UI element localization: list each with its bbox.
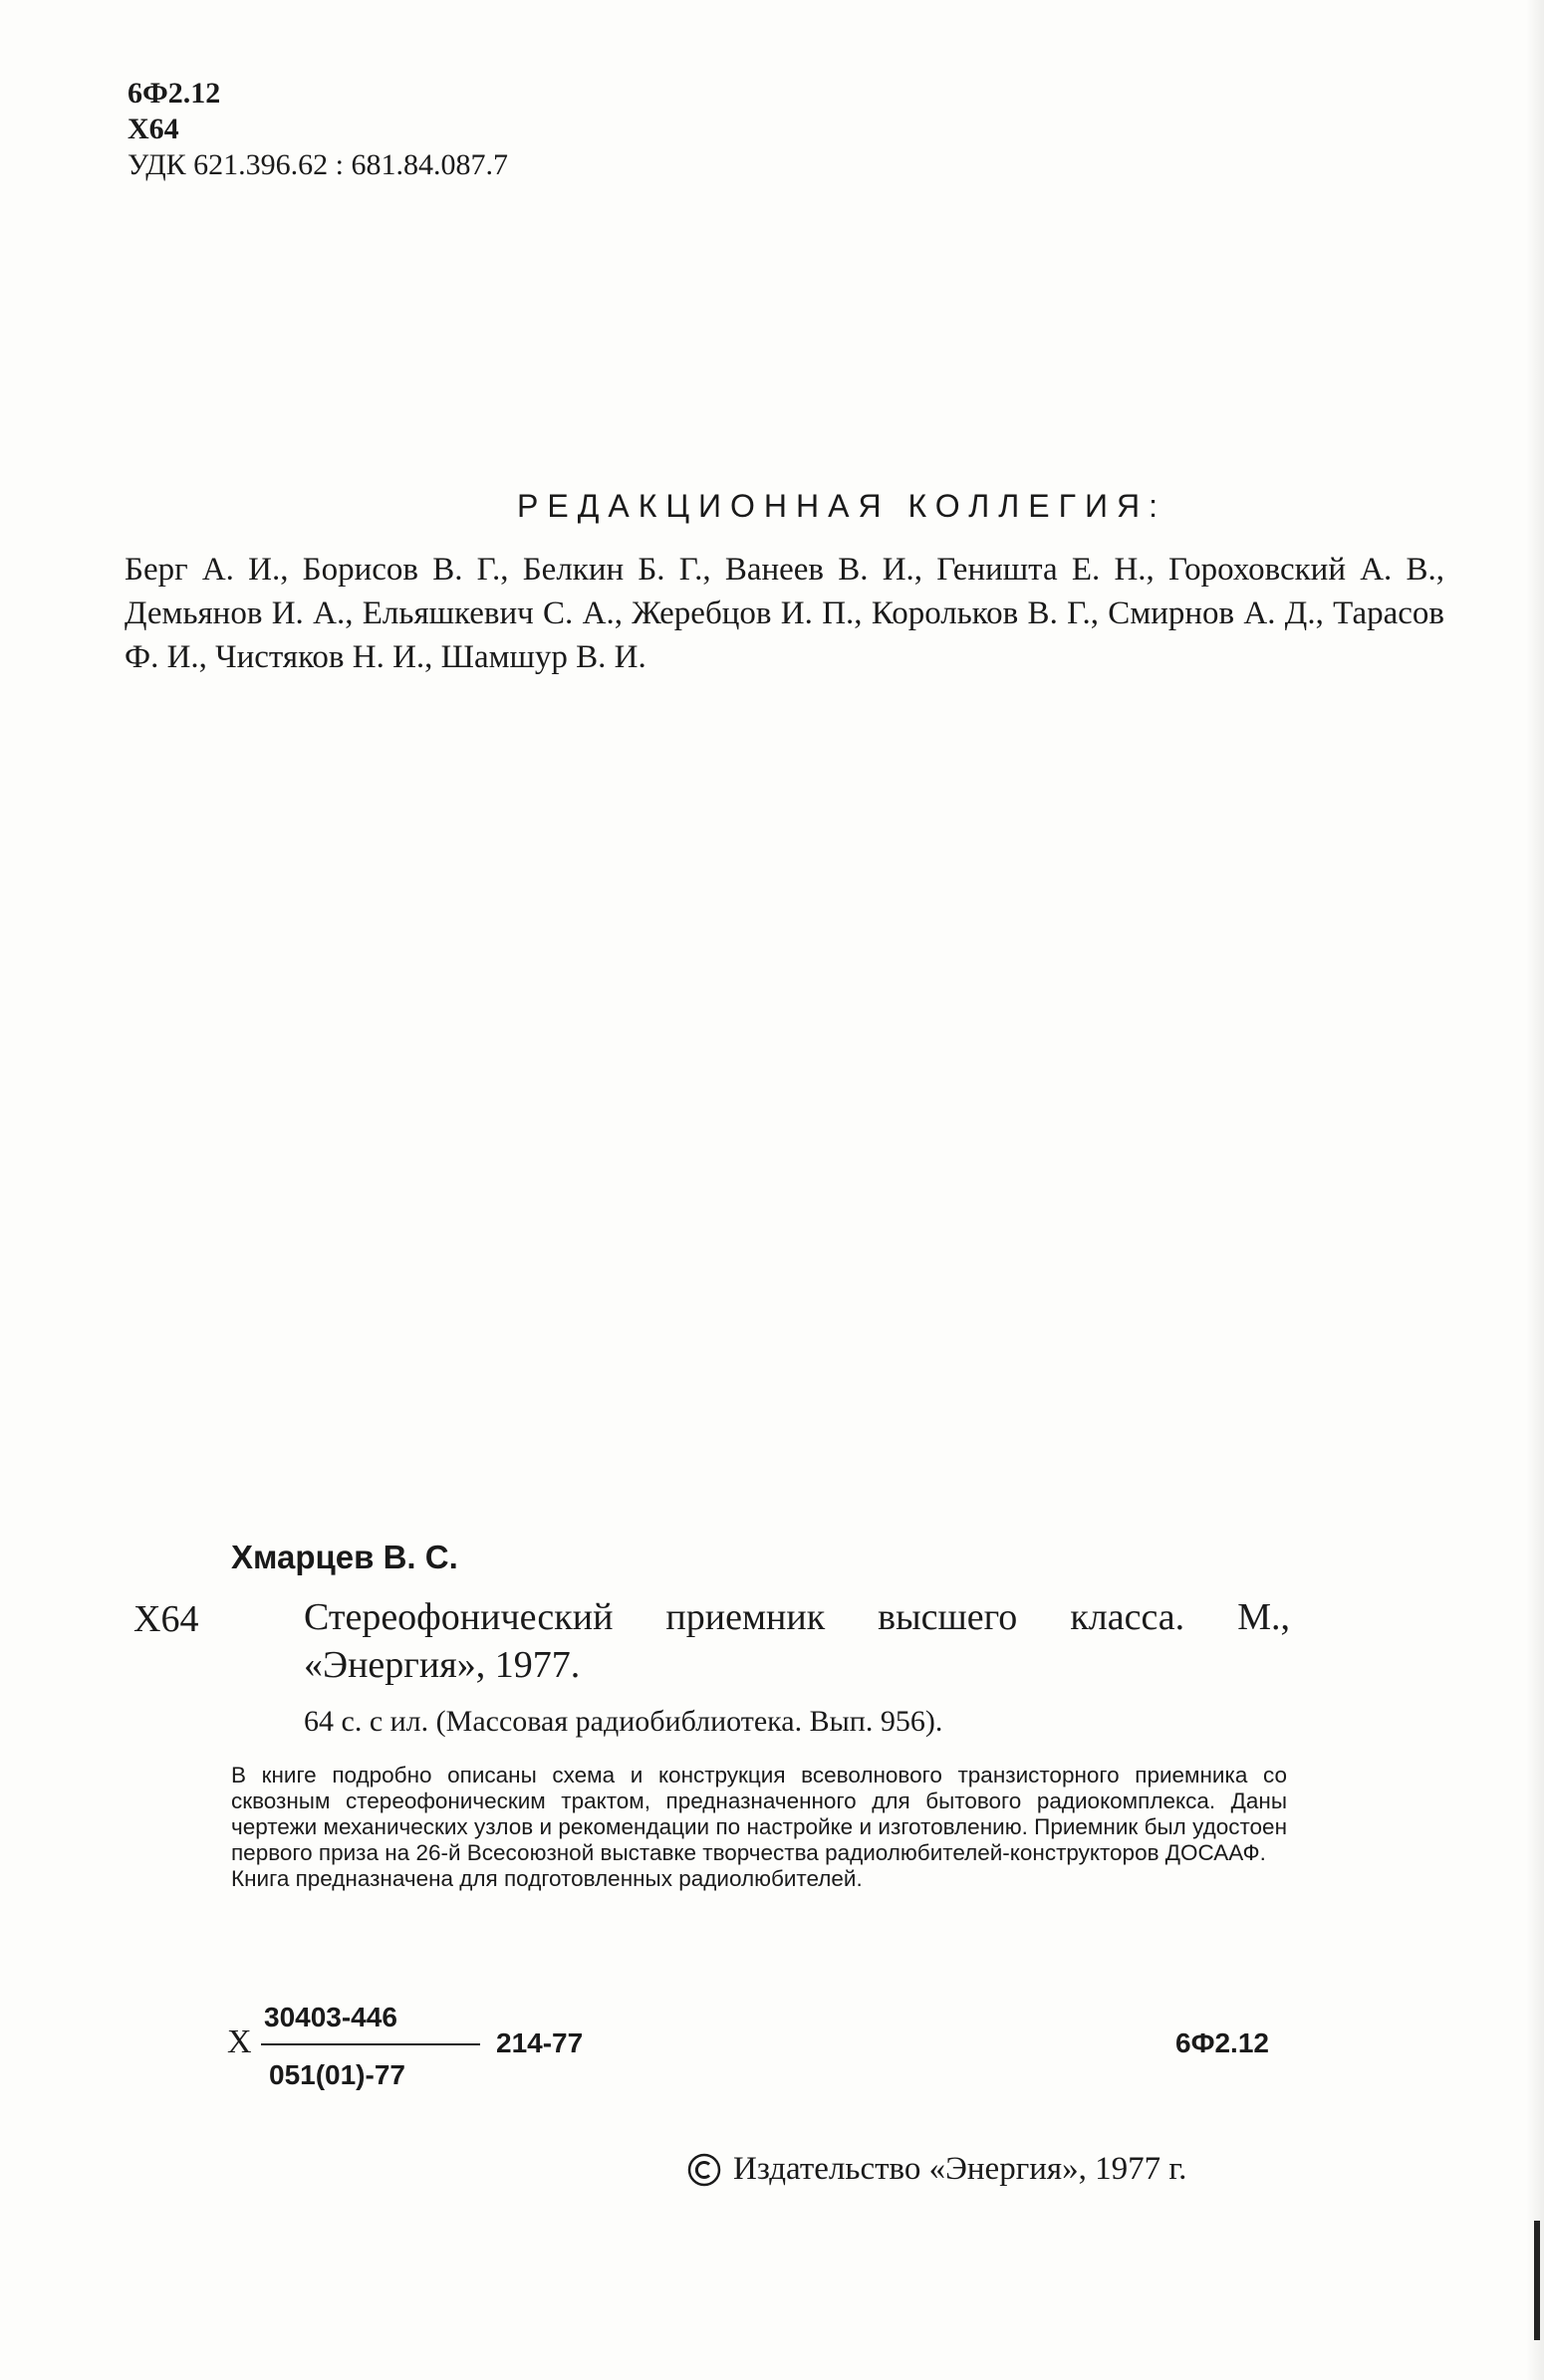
fraction-bar — [261, 2043, 480, 2045]
page-edge-shadow — [1526, 0, 1544, 2380]
fraction-middle: 214-77 — [496, 2027, 584, 2058]
annotation-audience: Книга предназначена для подготовленных радиолюбителей. — [231, 1866, 863, 1891]
book-pages: 64 с. с ил. (Массовая радиобиблиотека. Вып. 956). — [304, 1705, 943, 1738]
editorial-board-title: РЕДАКЦИОННАЯ КОЛЛЕГИЯ: — [517, 488, 1166, 524]
book-annotation — [231, 1763, 1287, 1892]
udk-code: УДК 621.396.62 : 681.84.087.7 — [128, 148, 509, 181]
book-author: Хмарцев В. С. — [231, 1539, 458, 1575]
fraction-right-code: 6Ф2.12 — [1175, 2027, 1269, 2058]
catalog-code: Х64 — [133, 1598, 199, 1640]
fraction-denominator: 051(01)-77 — [269, 2059, 405, 2090]
classification-block — [128, 76, 508, 183]
fraction-numerator: 30403-446 — [264, 2002, 397, 2032]
fraction-prefix: Х — [227, 2023, 252, 2060]
author-mark: Х64 — [128, 113, 179, 145]
annotation-text: В книге подробно описаны схема и конструкция всеволнового транзисторного приемника со сквозным стереофоническим трактом, предназначенного для бытового радиокомплекса. Даны чертежи механических узлов и рекомендации по настройке и изготовлению. Приемник был удостоен первого приза на 26-й Всесоюзной выставке творчества радиолюбителей-конструкторов ДОСААФ. — [231, 1763, 1287, 1865]
copyright-line — [687, 2151, 1186, 2188]
page-edge-mark — [1534, 2221, 1540, 2340]
editorial-board-members: Берг А. И., Борисов В. Г., Белкин Б. Г., Ванеев В. И., Геништа Е. Н., Гороховский А. В., Демьянов И. А., Ельяшкевич С. А., Жеребцов И. П., Корольков В. Г., Смирнов А. Д., Тарасов Ф. И., Чистяков Н. И., Шамшур В. И. — [125, 552, 1444, 675]
copyright-text: Издательство «Энергия», 1977 г. — [733, 2151, 1187, 2187]
copyright-icon — [687, 2153, 721, 2187]
bbk-code: 6Ф2.12 — [128, 77, 221, 110]
book-title: Стереофонический приемник высшего класса. М., «Энергия», 1977. — [304, 1596, 1290, 1686]
